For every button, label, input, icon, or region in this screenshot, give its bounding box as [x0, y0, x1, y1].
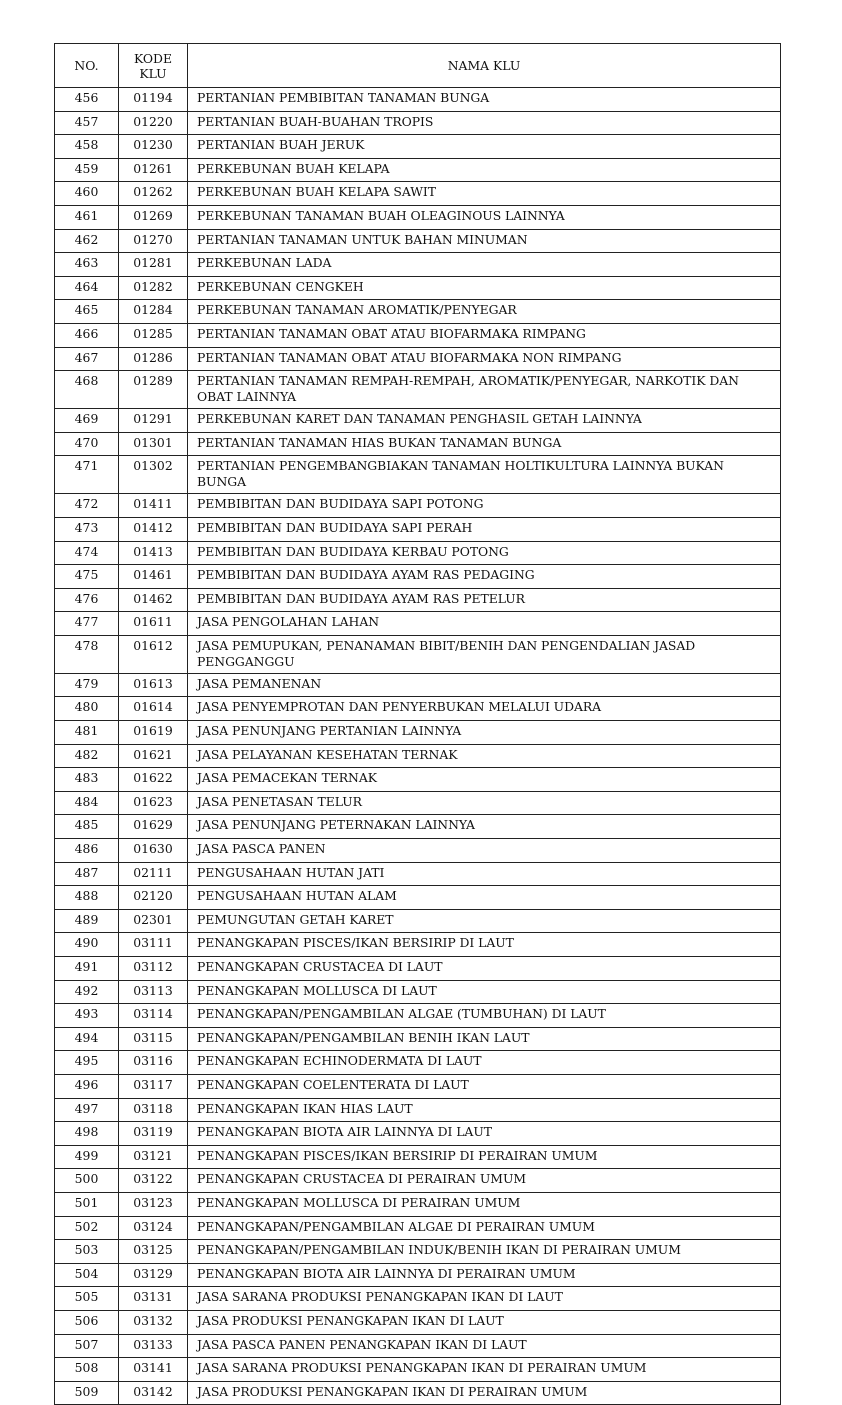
table-row	[55, 1381, 781, 1405]
row-no: 481	[55, 721, 119, 745]
table-row	[55, 432, 781, 456]
row-kode-klu: 02301	[119, 909, 188, 933]
row-no: 499	[55, 1145, 119, 1169]
row-kode-klu: 01614	[119, 697, 188, 721]
row-kode-klu: 02111	[119, 862, 188, 886]
row-nama-klu: PERTANIAN TANAMAN UNTUK BAHAN MINUMAN	[188, 229, 781, 253]
table-row	[55, 815, 781, 839]
table-row	[55, 276, 781, 300]
row-nama-klu: PENANGKAPAN MOLLUSCA DI LAUT	[188, 980, 781, 1004]
row-nama-klu: PERTANIAN TANAMAN OBAT ATAU BIOFARMAKA NON RIMPANG	[188, 347, 781, 371]
row-nama-klu: PERKEBUNAN BUAH KELAPA	[188, 158, 781, 182]
row-no: 494	[55, 1027, 119, 1051]
row-nama-klu: PERKEBUNAN KARET DAN TANAMAN PENGHASIL GETAH LAINNYA	[188, 409, 781, 433]
row-nama-klu: PERTANIAN BUAH JERUK	[188, 135, 781, 159]
table-row	[55, 1287, 781, 1311]
table-row	[55, 494, 781, 518]
row-nama-klu: JASA PEMUPUKAN, PENANAMAN BIBIT/BENIH DAN PENGENDALIAN JASAD PENGGANGGU	[188, 635, 781, 673]
table-row	[55, 635, 781, 673]
table-row	[55, 886, 781, 910]
table-row	[55, 1122, 781, 1146]
row-kode-klu: 01281	[119, 253, 188, 277]
row-kode-klu: 03112	[119, 957, 188, 981]
row-nama-klu: PERTANIAN PEMBIBITAN TANAMAN BUNGA	[188, 88, 781, 112]
table-row	[55, 565, 781, 589]
row-kode-klu: 01194	[119, 88, 188, 112]
row-no: 463	[55, 253, 119, 277]
table-row	[55, 1027, 781, 1051]
row-no: 507	[55, 1334, 119, 1358]
row-kode-klu: 01413	[119, 541, 188, 565]
row-kode-klu: 03125	[119, 1240, 188, 1264]
table-row	[55, 1145, 781, 1169]
row-kode-klu: 03115	[119, 1027, 188, 1051]
table-row	[55, 933, 781, 957]
row-kode-klu: 01286	[119, 347, 188, 371]
row-no: 457	[55, 111, 119, 135]
table-row	[55, 1216, 781, 1240]
row-no: 462	[55, 229, 119, 253]
row-nama-klu: JASA PENUNJANG PERTANIAN LAINNYA	[188, 721, 781, 745]
row-nama-klu: JASA PENETASAN TELUR	[188, 791, 781, 815]
row-no: 468	[55, 371, 119, 409]
row-nama-klu: PERKEBUNAN CENGKEH	[188, 276, 781, 300]
row-nama-klu: PERKEBUNAN BUAH KELAPA SAWIT	[188, 182, 781, 206]
row-nama-klu: PENANGKAPAN/PENGAMBILAN INDUK/BENIH IKAN DI PERAIRAN UMUM	[188, 1240, 781, 1264]
row-no: 489	[55, 909, 119, 933]
row-kode-klu: 01261	[119, 158, 188, 182]
table-row	[55, 323, 781, 347]
row-nama-klu: PERKEBUNAN TANAMAN AROMATIK/PENYEGAR	[188, 300, 781, 324]
table-row	[55, 721, 781, 745]
row-nama-klu: PENANGKAPAN/PENGAMBILAN ALGAE DI PERAIRAN UMUM	[188, 1216, 781, 1240]
row-kode-klu: 01262	[119, 182, 188, 206]
row-no: 467	[55, 347, 119, 371]
header-no: NO.	[55, 44, 119, 88]
row-no: 508	[55, 1358, 119, 1382]
table-row	[55, 182, 781, 206]
row-no: 475	[55, 565, 119, 589]
row-kode-klu: 03131	[119, 1287, 188, 1311]
row-kode-klu: 03119	[119, 1122, 188, 1146]
row-no: 469	[55, 409, 119, 433]
row-nama-klu: JASA PELAYANAN KESEHATAN TERNAK	[188, 744, 781, 768]
row-kode-klu: 03129	[119, 1263, 188, 1287]
row-no: 495	[55, 1051, 119, 1075]
row-kode-klu: 01611	[119, 612, 188, 636]
table-row	[55, 1051, 781, 1075]
row-no: 460	[55, 182, 119, 206]
row-nama-klu: JASA PEMACEKAN TERNAK	[188, 768, 781, 792]
row-kode-klu: 01630	[119, 839, 188, 863]
row-no: 500	[55, 1169, 119, 1193]
row-nama-klu: PERTANIAN TANAMAN HIAS BUKAN TANAMAN BUNGA	[188, 432, 781, 456]
row-nama-klu: PEMBIBITAN DAN BUDIDAYA AYAM RAS PEDAGING	[188, 565, 781, 589]
table-row	[55, 957, 781, 981]
table-row	[55, 1098, 781, 1122]
table-header	[55, 44, 781, 88]
row-kode-klu: 01291	[119, 409, 188, 433]
row-nama-klu: PENANGKAPAN CRUSTACEA DI LAUT	[188, 957, 781, 981]
table-row	[55, 1263, 781, 1287]
table-row	[55, 135, 781, 159]
row-nama-klu: PENANGKAPAN IKAN HIAS LAUT	[188, 1098, 781, 1122]
row-nama-klu: JASA PENGOLAHAN LAHAN	[188, 612, 781, 636]
row-nama-klu: PEMBIBITAN DAN BUDIDAYA SAPI POTONG	[188, 494, 781, 518]
table-row	[55, 1004, 781, 1028]
row-no: 476	[55, 588, 119, 612]
row-no: 461	[55, 205, 119, 229]
row-kode-klu: 01629	[119, 815, 188, 839]
row-nama-klu: PENANGKAPAN BIOTA AIR LAINNYA DI PERAIRAN UMUM	[188, 1263, 781, 1287]
row-kode-klu: 03113	[119, 980, 188, 1004]
row-nama-klu: PENANGKAPAN PISCES/IKAN BERSIRIP DI PERAIRAN UMUM	[188, 1145, 781, 1169]
table-row	[55, 588, 781, 612]
row-nama-klu: PENANGKAPAN COELENTERATA DI LAUT	[188, 1074, 781, 1098]
header-nama-klu: NAMA KLU	[188, 44, 781, 88]
row-nama-klu: JASA PRODUKSI PENANGKAPAN IKAN DI LAUT	[188, 1310, 781, 1334]
row-nama-klu: JASA PASCA PANEN PENANGKAPAN IKAN DI LAUT	[188, 1334, 781, 1358]
row-no: 479	[55, 673, 119, 697]
row-nama-klu: PERKEBUNAN TANAMAN BUAH OLEAGINOUS LAINNYA	[188, 205, 781, 229]
row-nama-klu: PENANGKAPAN PISCES/IKAN BERSIRIP DI LAUT	[188, 933, 781, 957]
row-nama-klu: PERTANIAN TANAMAN REMPAH-REMPAH, AROMATIK/PENYEGAR, NARKOTIK DAN OBAT LAINNYA	[188, 371, 781, 409]
row-no: 480	[55, 697, 119, 721]
row-kode-klu: 01282	[119, 276, 188, 300]
row-nama-klu: PENANGKAPAN ECHINODERMATA DI LAUT	[188, 1051, 781, 1075]
row-kode-klu: 01289	[119, 371, 188, 409]
row-no: 490	[55, 933, 119, 957]
table-row	[55, 1192, 781, 1216]
row-nama-klu: PERTANIAN BUAH-BUAHAN TROPIS	[188, 111, 781, 135]
row-no: 459	[55, 158, 119, 182]
row-no: 497	[55, 1098, 119, 1122]
row-no: 501	[55, 1192, 119, 1216]
row-nama-klu: PERTANIAN TANAMAN OBAT ATAU BIOFARMAKA RIMPANG	[188, 323, 781, 347]
table-row	[55, 88, 781, 112]
table-row	[55, 791, 781, 815]
row-no: 464	[55, 276, 119, 300]
row-kode-klu: 03116	[119, 1051, 188, 1075]
row-no: 482	[55, 744, 119, 768]
row-nama-klu: PENANGKAPAN CRUSTACEA DI PERAIRAN UMUM	[188, 1169, 781, 1193]
table-row	[55, 839, 781, 863]
row-no: 504	[55, 1263, 119, 1287]
table-row	[55, 300, 781, 324]
row-kode-klu: 01461	[119, 565, 188, 589]
table-row	[55, 697, 781, 721]
table-row	[55, 517, 781, 541]
table-row	[55, 980, 781, 1004]
row-nama-klu: PENGUSAHAAN HUTAN JATI	[188, 862, 781, 886]
row-no: 456	[55, 88, 119, 112]
row-no: 487	[55, 862, 119, 886]
table-row	[55, 456, 781, 494]
row-nama-klu: JASA PEMANENAN	[188, 673, 781, 697]
row-no: 472	[55, 494, 119, 518]
row-no: 470	[55, 432, 119, 456]
table-row	[55, 744, 781, 768]
table-row	[55, 909, 781, 933]
row-kode-klu: 01302	[119, 456, 188, 494]
row-no: 485	[55, 815, 119, 839]
row-no: 471	[55, 456, 119, 494]
row-no: 474	[55, 541, 119, 565]
row-kode-klu: 03114	[119, 1004, 188, 1028]
table-row	[55, 673, 781, 697]
row-kode-klu: 01622	[119, 768, 188, 792]
row-kode-klu: 01412	[119, 517, 188, 541]
row-kode-klu: 03117	[119, 1074, 188, 1098]
row-nama-klu: JASA SARANA PRODUKSI PENANGKAPAN IKAN DI LAUT	[188, 1287, 781, 1311]
row-nama-klu: JASA PRODUKSI PENANGKAPAN IKAN DI PERAIRAN UMUM	[188, 1381, 781, 1405]
table-row	[55, 409, 781, 433]
header-row	[55, 44, 781, 88]
row-kode-klu: 03122	[119, 1169, 188, 1193]
row-kode-klu: 01613	[119, 673, 188, 697]
row-nama-klu: JASA PENUNJANG PETERNAKAN LAINNYA	[188, 815, 781, 839]
table-row	[55, 612, 781, 636]
row-kode-klu: 01612	[119, 635, 188, 673]
table-row	[55, 347, 781, 371]
row-no: 458	[55, 135, 119, 159]
table-row	[55, 1169, 781, 1193]
row-kode-klu: 01462	[119, 588, 188, 612]
row-nama-klu: PERTANIAN PENGEMBANGBIAKAN TANAMAN HOLTIKULTURA LAINNYA BUKAN BUNGA	[188, 456, 781, 494]
row-kode-klu: 03124	[119, 1216, 188, 1240]
row-kode-klu: 03142	[119, 1381, 188, 1405]
row-kode-klu: 01220	[119, 111, 188, 135]
row-kode-klu: 03118	[119, 1098, 188, 1122]
row-no: 491	[55, 957, 119, 981]
row-kode-klu: 03111	[119, 933, 188, 957]
table-row	[55, 253, 781, 277]
row-nama-klu: PEMBIBITAN DAN BUDIDAYA SAPI PERAH	[188, 517, 781, 541]
klu-table	[54, 43, 781, 1405]
row-kode-klu: 03123	[119, 1192, 188, 1216]
table-row	[55, 371, 781, 409]
row-nama-klu: JASA PENYEMPROTAN DAN PENYERBUKAN MELALUI UDARA	[188, 697, 781, 721]
row-kode-klu: 01285	[119, 323, 188, 347]
row-nama-klu: PENANGKAPAN/PENGAMBILAN BENIH IKAN LAUT	[188, 1027, 781, 1051]
row-kode-klu: 02120	[119, 886, 188, 910]
table-row	[55, 229, 781, 253]
row-kode-klu: 03132	[119, 1310, 188, 1334]
table-body	[55, 88, 781, 1405]
table-row	[55, 1310, 781, 1334]
row-nama-klu: PENANGKAPAN/PENGAMBILAN ALGAE (TUMBUHAN) DI LAUT	[188, 1004, 781, 1028]
row-kode-klu: 01270	[119, 229, 188, 253]
table-row	[55, 1358, 781, 1382]
row-kode-klu: 01230	[119, 135, 188, 159]
row-kode-klu: 01623	[119, 791, 188, 815]
row-no: 473	[55, 517, 119, 541]
header-kode-klu	[119, 44, 188, 88]
row-no: 502	[55, 1216, 119, 1240]
header-kode-klu-label: KODE KLU	[133, 50, 173, 81]
row-no: 498	[55, 1122, 119, 1146]
row-kode-klu: 01411	[119, 494, 188, 518]
row-nama-klu: PEMUNGUTAN GETAH KARET	[188, 909, 781, 933]
row-no: 505	[55, 1287, 119, 1311]
row-no: 496	[55, 1074, 119, 1098]
row-no: 488	[55, 886, 119, 910]
table-row	[55, 541, 781, 565]
row-no: 509	[55, 1381, 119, 1405]
table-row	[55, 1074, 781, 1098]
row-kode-klu: 01619	[119, 721, 188, 745]
row-no: 478	[55, 635, 119, 673]
row-nama-klu: PEMBIBITAN DAN BUDIDAYA AYAM RAS PETELUR	[188, 588, 781, 612]
row-nama-klu: PENGUSAHAAN HUTAN ALAM	[188, 886, 781, 910]
row-no: 477	[55, 612, 119, 636]
row-kode-klu: 03121	[119, 1145, 188, 1169]
row-no: 492	[55, 980, 119, 1004]
row-no: 503	[55, 1240, 119, 1264]
table-row	[55, 862, 781, 886]
row-no: 486	[55, 839, 119, 863]
row-kode-klu: 03141	[119, 1358, 188, 1382]
row-no: 506	[55, 1310, 119, 1334]
row-no: 484	[55, 791, 119, 815]
row-nama-klu: PENANGKAPAN BIOTA AIR LAINNYA DI LAUT	[188, 1122, 781, 1146]
table-row	[55, 1334, 781, 1358]
table-row	[55, 111, 781, 135]
row-no: 465	[55, 300, 119, 324]
row-kode-klu: 01269	[119, 205, 188, 229]
row-nama-klu: PENANGKAPAN MOLLUSCA DI PERAIRAN UMUM	[188, 1192, 781, 1216]
row-kode-klu: 01301	[119, 432, 188, 456]
row-no: 493	[55, 1004, 119, 1028]
row-nama-klu: PERKEBUNAN LADA	[188, 253, 781, 277]
table-row	[55, 1240, 781, 1264]
table-row	[55, 768, 781, 792]
row-kode-klu: 03133	[119, 1334, 188, 1358]
table-row	[55, 158, 781, 182]
row-nama-klu: PEMBIBITAN DAN BUDIDAYA KERBAU POTONG	[188, 541, 781, 565]
row-nama-klu: JASA SARANA PRODUKSI PENANGKAPAN IKAN DI PERAIRAN UMUM	[188, 1358, 781, 1382]
row-kode-klu: 01621	[119, 744, 188, 768]
row-nama-klu: JASA PASCA PANEN	[188, 839, 781, 863]
row-no: 466	[55, 323, 119, 347]
table-row	[55, 205, 781, 229]
row-no: 483	[55, 768, 119, 792]
row-kode-klu: 01284	[119, 300, 188, 324]
